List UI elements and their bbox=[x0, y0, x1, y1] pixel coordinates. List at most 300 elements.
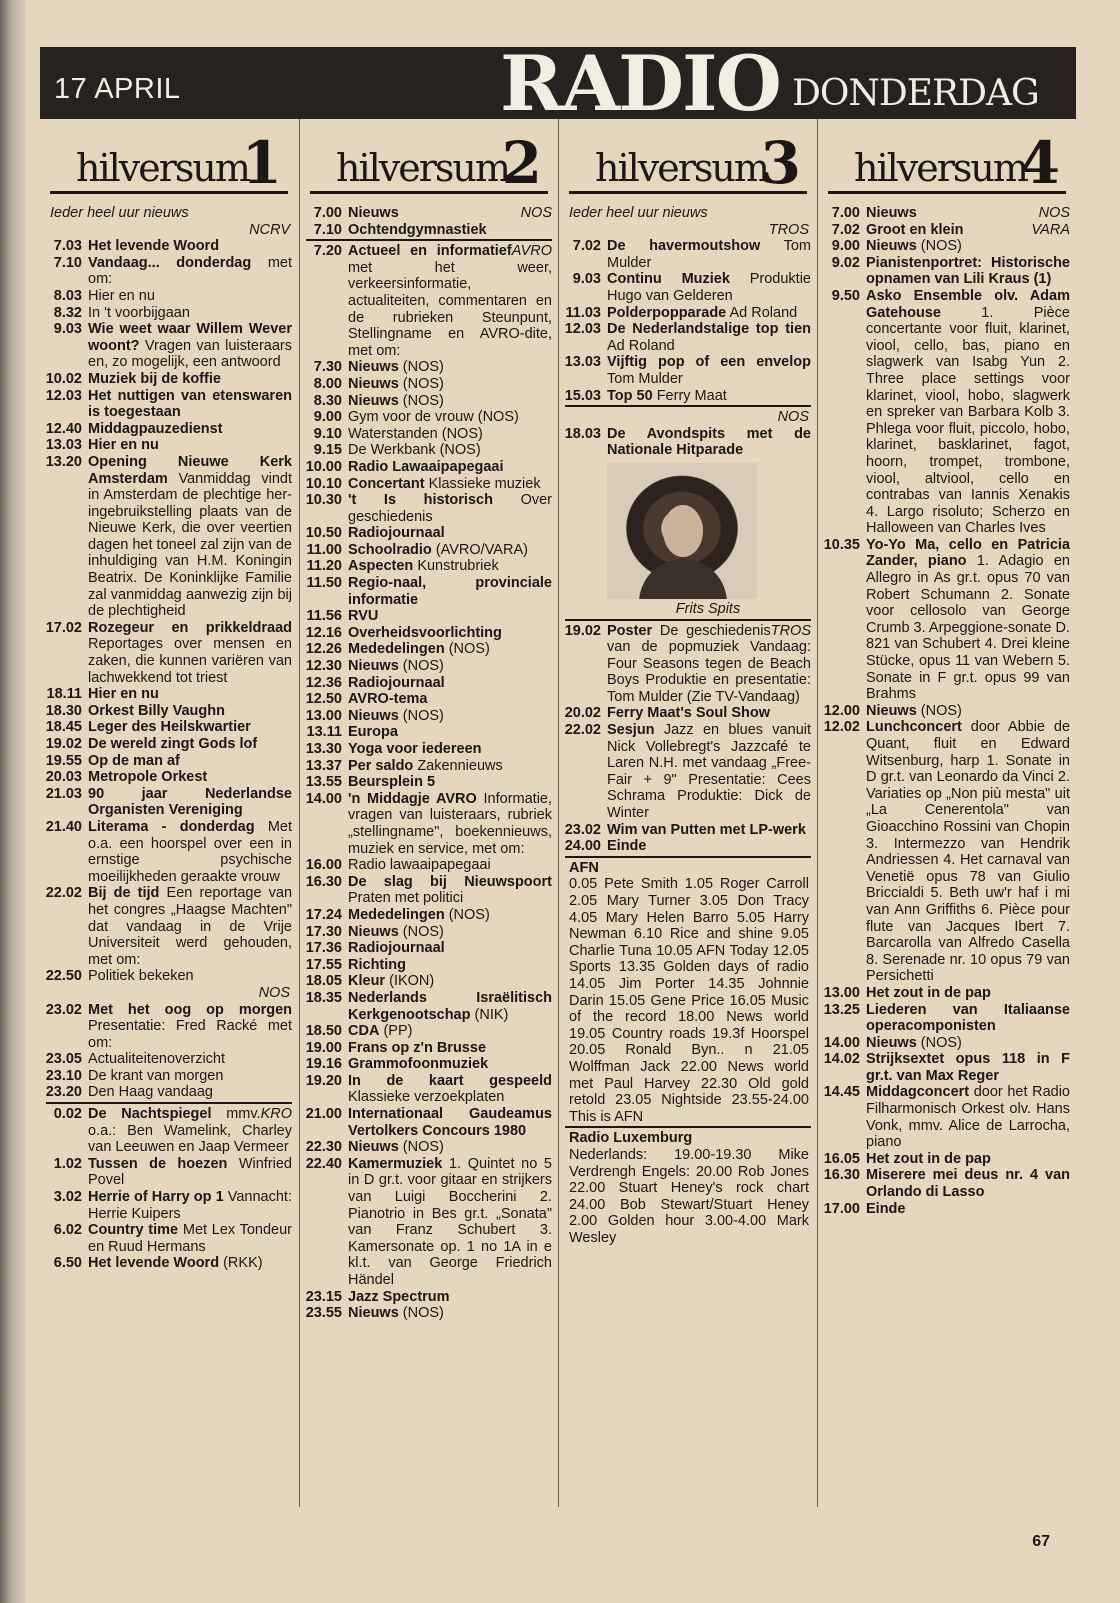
program-description: Gym voor de vrouw (NOS) bbox=[348, 409, 519, 426]
program-row bbox=[300, 990, 558, 1023]
program-title: Kamermuziek bbox=[348, 1155, 443, 1172]
broadcaster-label: NCRV bbox=[249, 221, 290, 238]
program-time: 14.02 bbox=[823, 1051, 860, 1068]
program-description: De geschiedenis van de popmuziek Vandaag: Four Seasons tegen de Beach Boys Produktie en presentatie: Tom Mulder (Zie TV-Vandaag) bbox=[607, 622, 811, 705]
program-details bbox=[866, 205, 1076, 222]
program-row bbox=[559, 388, 817, 405]
program-time: 18.03 bbox=[564, 425, 601, 442]
program-row bbox=[40, 1255, 298, 1272]
program-row bbox=[300, 426, 558, 443]
program-title: Overheidsvoorlichting bbox=[348, 624, 502, 641]
program-details bbox=[348, 641, 558, 658]
luxemburg-heading: Radio Luxemburg bbox=[569, 1130, 693, 1147]
program-details bbox=[348, 1305, 558, 1322]
program-details bbox=[88, 321, 298, 371]
program-row bbox=[40, 753, 298, 770]
program-description: 1. Quintet no 5 in D gr.t. voor gitaar en strijkers van Luigi Boccherini 2. Pianotrio in Bes gr.t. „Sonata" van Franz Schubert 3. Kamersonate op. 1 no 1A in e kl.t. van George Friedrich Händel bbox=[348, 1155, 552, 1288]
program-row bbox=[40, 1189, 298, 1222]
program-time: 13.03 bbox=[564, 354, 601, 371]
program-row bbox=[40, 686, 298, 703]
program-description: (AVRO/VARA) bbox=[435, 541, 528, 558]
program-title: Hier en nu bbox=[88, 686, 159, 703]
program-description: Waterstanden (NOS) bbox=[348, 425, 483, 442]
program-time: 6.50 bbox=[53, 1255, 82, 1272]
program-details bbox=[348, 791, 558, 857]
station-name: hilversum bbox=[854, 146, 1027, 190]
program-description: (NOS) bbox=[448, 906, 490, 923]
program-row bbox=[559, 271, 817, 304]
program-title: Tussen de hoezen bbox=[88, 1155, 228, 1172]
program-time: 10.02 bbox=[45, 370, 82, 387]
program-title: Nieuws bbox=[348, 1139, 399, 1156]
program-time: 18.45 bbox=[45, 719, 82, 736]
program-time: 13.37 bbox=[305, 757, 342, 774]
program-title: Nederlands Israëlitisch Kerkgenootschap bbox=[348, 989, 552, 1023]
program-description: Ad Roland bbox=[607, 337, 675, 354]
page-number: 67 bbox=[1032, 1533, 1050, 1550]
program-details bbox=[88, 1222, 298, 1255]
broadcaster-tag: NOS bbox=[520, 205, 552, 221]
program-details bbox=[88, 1156, 298, 1189]
program-row bbox=[40, 1002, 298, 1052]
program-description: Radio lawaaipapegaai bbox=[348, 857, 491, 874]
program-details bbox=[607, 388, 817, 405]
program-title: De Avondspits met de Nationale Hitparade bbox=[607, 425, 811, 459]
program-title: Mededelingen bbox=[348, 641, 445, 658]
header-date: 17 APRIL bbox=[54, 73, 181, 105]
program-title: De slag bij Nieuwspoort bbox=[348, 873, 552, 890]
program-details bbox=[607, 321, 817, 354]
program-time: 8.32 bbox=[53, 304, 82, 321]
program-row bbox=[300, 442, 558, 459]
program-time: 20.02 bbox=[564, 705, 601, 722]
program-title: Nieuws bbox=[348, 1305, 399, 1322]
program-details bbox=[348, 708, 558, 725]
program-row bbox=[40, 703, 298, 720]
program-row bbox=[559, 623, 817, 706]
broadcaster-tag: AVRO bbox=[511, 243, 552, 260]
program-list bbox=[40, 205, 298, 1272]
program-time: 7.00 bbox=[313, 205, 342, 221]
program-title: Country time bbox=[88, 1222, 179, 1239]
program-title: Nieuws bbox=[348, 707, 399, 724]
program-row bbox=[300, 1073, 558, 1106]
program-details bbox=[348, 442, 558, 459]
program-title: Vijftig pop of een envelop bbox=[607, 354, 811, 371]
program-time: 23.02 bbox=[564, 821, 601, 838]
binding-shadow bbox=[0, 0, 26, 1603]
program-title: Op de man af bbox=[88, 752, 180, 769]
station-name: hilversum bbox=[76, 146, 249, 190]
program-time: 14.00 bbox=[305, 790, 342, 807]
program-row bbox=[300, 741, 558, 758]
program-details bbox=[88, 437, 298, 454]
program-description: Tom Mulder bbox=[607, 238, 811, 271]
program-row bbox=[40, 1156, 298, 1189]
program-details bbox=[88, 1068, 298, 1085]
program-time: 18.35 bbox=[305, 989, 342, 1006]
program-description: De Werkbank (NOS) bbox=[348, 442, 481, 459]
program-row bbox=[40, 1222, 298, 1255]
program-row bbox=[40, 437, 298, 454]
program-title: Mededelingen bbox=[348, 906, 445, 923]
program-time: 11.50 bbox=[306, 575, 342, 592]
program-row bbox=[40, 1068, 298, 1085]
program-time: 9.00 bbox=[831, 238, 860, 255]
program-time: 0.02 bbox=[53, 1106, 82, 1123]
program-details bbox=[88, 1084, 298, 1101]
program-details bbox=[348, 741, 558, 758]
program-description: Actualiteitenoverzicht bbox=[88, 1051, 226, 1068]
column-hilversum-2 bbox=[299, 119, 558, 1507]
program-time: 7.02 bbox=[572, 238, 601, 255]
program-title: Herrie of Harry op 1 bbox=[88, 1189, 224, 1206]
program-list bbox=[559, 205, 817, 1246]
program-time: 12.36 bbox=[305, 674, 342, 691]
program-time: 13.55 bbox=[305, 774, 342, 791]
program-description: (NOS) bbox=[402, 707, 444, 724]
program-row bbox=[300, 658, 558, 675]
program-details bbox=[348, 940, 558, 957]
program-row bbox=[40, 786, 298, 819]
program-details bbox=[607, 305, 817, 322]
program-row bbox=[818, 1002, 1076, 1035]
program-details bbox=[348, 758, 558, 775]
program-details bbox=[348, 476, 558, 493]
program-row bbox=[559, 722, 817, 822]
program-details bbox=[866, 1167, 1076, 1200]
program-time: 19.55 bbox=[45, 752, 82, 769]
program-description: In 't voorbijgaan bbox=[88, 304, 190, 321]
header-day: DONDERDAG bbox=[792, 73, 1039, 114]
program-time: 7.02 bbox=[831, 221, 860, 238]
program-row bbox=[818, 703, 1076, 720]
program-details bbox=[348, 409, 558, 426]
program-title: Liederen van Italiaanse operacomponisten bbox=[866, 1001, 1070, 1035]
program-title: Regio-naal, provinciale informatie bbox=[348, 575, 552, 608]
program-title: Jazz Spectrum bbox=[348, 1288, 450, 1305]
program-title: Het zout in de pap bbox=[866, 1150, 991, 1167]
program-row bbox=[300, 940, 558, 957]
program-description: mmv. o.a.: Ben Wamelink, Charley van Leeuwen en Jaap Vermeer bbox=[88, 1106, 292, 1156]
program-details bbox=[348, 393, 558, 410]
program-description: (NOS) bbox=[402, 923, 444, 940]
program-details bbox=[607, 354, 817, 387]
program-description: (NOS) bbox=[402, 375, 444, 392]
program-details bbox=[348, 924, 558, 941]
program-time: 12.40 bbox=[45, 420, 82, 437]
program-details bbox=[348, 459, 558, 476]
program-title: Wie weet waar Willem Wever woont? bbox=[88, 321, 292, 354]
program-row bbox=[818, 985, 1076, 1002]
station-name: hilversum bbox=[595, 146, 768, 190]
program-row bbox=[300, 874, 558, 907]
program-title: Yoga voor iedereen bbox=[348, 741, 482, 757]
broadcaster-label: NOS bbox=[777, 409, 809, 426]
program-title: Literama - donderdag bbox=[88, 818, 255, 835]
program-description: Een reportage van het congres „Haagse Machten" dat vandaag in de Vrije Universiteit werd gehouden, met om: bbox=[88, 885, 293, 968]
program-title: Poster bbox=[607, 622, 653, 639]
station-heading bbox=[50, 129, 288, 197]
program-time: 10.35 bbox=[823, 536, 860, 553]
program-row bbox=[818, 255, 1076, 288]
program-title: Beursplein 5 bbox=[348, 774, 436, 791]
program-details bbox=[866, 1035, 1076, 1052]
program-details bbox=[88, 703, 298, 720]
program-row bbox=[300, 774, 558, 791]
program-row bbox=[818, 288, 1076, 537]
section-divider bbox=[565, 1126, 811, 1128]
program-details bbox=[866, 719, 1076, 985]
program-title: Yo-Yo Ma, cello en Patricia Zander, piano bbox=[866, 536, 1070, 570]
program-details bbox=[348, 1073, 558, 1106]
program-row bbox=[300, 1139, 558, 1156]
program-time: 11.00 bbox=[306, 541, 342, 558]
program-details bbox=[607, 238, 817, 271]
program-details bbox=[866, 1151, 1076, 1168]
program-description: Zakennieuws bbox=[417, 757, 503, 774]
program-details bbox=[348, 1106, 558, 1139]
program-details bbox=[866, 703, 1076, 720]
program-description: met het weer, verkeersinformatie, actualiteiten, commentaren en de rubrieken Steunpunt, Stellingname en AVRO-dite, met om: bbox=[348, 259, 552, 359]
program-time: 11.56 bbox=[306, 608, 342, 625]
program-description: Tom Mulder bbox=[607, 370, 683, 387]
program-description: (IKON) bbox=[389, 973, 435, 990]
photo-face bbox=[663, 505, 703, 557]
program-time: 17.00 bbox=[823, 1200, 860, 1217]
program-time: 21.40 bbox=[45, 818, 82, 835]
program-title: 'n Middagje AVRO bbox=[348, 790, 477, 807]
program-description: Politiek bekeken bbox=[88, 968, 194, 985]
program-time: 23.05 bbox=[45, 1051, 82, 1068]
header-title: RADIO bbox=[500, 39, 780, 128]
program-description: Vragen van luisteraars en, zo mogelijk, een antwoord bbox=[88, 337, 292, 371]
program-details bbox=[348, 542, 558, 559]
program-details bbox=[866, 1084, 1076, 1150]
program-title: Pianistenportret: Historische opnamen van Lili Kraus (1) bbox=[866, 254, 1070, 288]
program-description: 1. Pièce concertante voor fluit, klarinet, viool, cello, bas, piano en slagwerk van Isabg Yun 2. Three place settings voor klarinet, viool, hobo, slagwerk en spreker van Barbara Kolb 3. Phlega voor fluit, piccolo, hobo, klarinet, basklarinet, fagot, hoorn, trompet, trombone, viool, altviool, cello en contrabas van Iannis Xenakis 4. Largo risoluto; Scherzo en Halloween van Charles Ives bbox=[866, 304, 1070, 537]
program-details bbox=[866, 222, 1076, 239]
program-details bbox=[88, 885, 298, 968]
program-time: 7.20 bbox=[313, 243, 342, 260]
program-details bbox=[88, 1106, 298, 1156]
program-row bbox=[300, 205, 558, 222]
program-time: 13.20 bbox=[45, 453, 82, 470]
program-row bbox=[559, 822, 817, 839]
program-title: Bij de tijd bbox=[88, 885, 160, 902]
program-time: 23.10 bbox=[45, 1067, 82, 1084]
program-title: In de kaart gespeeld bbox=[348, 1072, 552, 1089]
program-row bbox=[818, 1151, 1076, 1168]
program-row bbox=[559, 305, 817, 322]
program-row bbox=[40, 238, 298, 255]
program-row bbox=[40, 620, 298, 686]
program-details bbox=[607, 822, 817, 839]
program-title: Europa bbox=[348, 724, 398, 741]
program-details bbox=[88, 769, 298, 786]
program-title: Nieuws bbox=[348, 359, 399, 376]
program-time: 22.50 bbox=[45, 968, 82, 985]
program-time: 17.36 bbox=[305, 940, 342, 957]
program-title: Radiojournaal bbox=[348, 525, 445, 542]
program-row bbox=[40, 819, 298, 885]
program-title: Polderpopparade bbox=[607, 304, 727, 321]
program-time: 16.05 bbox=[823, 1150, 860, 1167]
program-title: Orkest Billy Vaughn bbox=[88, 702, 225, 719]
program-title: Nieuws bbox=[348, 375, 399, 392]
program-details bbox=[348, 1056, 558, 1073]
program-title: 90 jaar Nederlandse Organisten Vereniging bbox=[88, 785, 292, 819]
program-row bbox=[300, 1040, 558, 1057]
program-details bbox=[88, 819, 298, 885]
broadcaster-label: TROS bbox=[768, 221, 809, 238]
program-title: Met het oog op morgen bbox=[88, 1001, 292, 1018]
program-details bbox=[88, 968, 298, 985]
program-description: (NOS) bbox=[448, 641, 490, 658]
program-title: Sesjun bbox=[607, 722, 655, 739]
program-row bbox=[40, 371, 298, 388]
program-row bbox=[818, 1167, 1076, 1200]
column-hilversum-1 bbox=[40, 119, 298, 1507]
program-details bbox=[348, 857, 558, 874]
program-title: Einde bbox=[607, 838, 647, 855]
photo-body bbox=[639, 559, 727, 599]
broadcaster-tag: VARA bbox=[1031, 221, 1070, 238]
program-row bbox=[559, 321, 817, 354]
program-row bbox=[300, 691, 558, 708]
program-row bbox=[300, 409, 558, 426]
program-details bbox=[866, 238, 1076, 255]
program-row bbox=[300, 641, 558, 658]
program-title: Wim van Putten met LP-werk bbox=[607, 821, 806, 838]
program-title: Nieuws bbox=[866, 1034, 917, 1051]
program-details bbox=[88, 238, 298, 255]
program-row bbox=[300, 758, 558, 775]
presenter-photo bbox=[607, 463, 757, 599]
program-title: Schoolradio bbox=[348, 541, 432, 558]
program-description: (NOS) bbox=[920, 1034, 962, 1051]
program-description: (RKK) bbox=[223, 1255, 263, 1272]
program-description: De krant van morgen bbox=[88, 1067, 224, 1084]
program-description: (NOS) bbox=[920, 238, 962, 255]
program-time: 23.02 bbox=[45, 1001, 82, 1018]
program-details bbox=[88, 736, 298, 753]
program-description: Vanmiddag vindt in Amsterdam de plechtige her-ingebruikstelling plaats van de Nieuwe Kerk, die over veertien dagen het toneel zal zijn van de inhuldiging van H.M. Koningin Beatrix. De Koninklijke Familie zal vanmiddag aanwezig zijn bij de plechtigheid bbox=[88, 470, 292, 620]
program-time: 6.02 bbox=[53, 1222, 82, 1239]
station-number: 4 bbox=[1019, 129, 1060, 197]
program-description: Presentatie: Fred Racké met om: bbox=[88, 1018, 292, 1051]
program-title: De Nederlandstalige top tien bbox=[607, 321, 811, 338]
program-details bbox=[348, 222, 558, 239]
program-details bbox=[348, 1040, 558, 1057]
program-description: door Abbie de Quant, fluit en Edward Witsenburg, harp 1. Sonate in D gr.t. van Leonardo da Vinci 2. Variaties op „Non più mesta" uit „La Cenerentola" van Gioacchino Rossini van Chopin 3. Intermezzo van Hendrik Andriessen 4. Het carnaval van Venetië opus 78 van Giulio Briccialdi 5. Beth uw'r haf i mi van Ann Griffiths 6. Pièce pour flute van Jacques Ibert 7. Barcarolla van Alfredo Casella 8. Serenade nr. 10 opus 79 van Persichetti bbox=[866, 719, 1071, 985]
program-time: 8.03 bbox=[53, 287, 82, 304]
program-details bbox=[348, 874, 558, 907]
program-description: (NIK) bbox=[474, 1006, 509, 1023]
program-details bbox=[348, 575, 558, 608]
column-hilversum-3 bbox=[558, 119, 817, 1507]
program-row bbox=[300, 222, 558, 239]
program-row bbox=[40, 305, 298, 322]
program-time: 22.02 bbox=[45, 885, 82, 902]
program-row bbox=[300, 608, 558, 625]
program-title: AVRO-tema bbox=[348, 691, 428, 708]
program-row bbox=[40, 885, 298, 968]
program-row bbox=[818, 537, 1076, 703]
program-details bbox=[348, 774, 558, 791]
program-row bbox=[40, 719, 298, 736]
program-time: 12.30 bbox=[305, 658, 342, 675]
program-row bbox=[40, 321, 298, 371]
program-row bbox=[300, 459, 558, 476]
program-row bbox=[40, 968, 298, 985]
station-name: hilversum bbox=[336, 146, 509, 190]
program-details bbox=[607, 722, 817, 822]
program-row bbox=[40, 421, 298, 438]
program-row bbox=[300, 1023, 558, 1040]
program-description: Klassieke verzoekplaten bbox=[348, 1089, 505, 1106]
program-row bbox=[40, 255, 298, 288]
program-time: 12.00 bbox=[823, 702, 860, 719]
program-time: 13.00 bbox=[823, 984, 860, 1001]
program-row bbox=[300, 525, 558, 542]
program-description: (NOS) bbox=[402, 392, 444, 409]
program-row bbox=[40, 454, 298, 620]
program-time: 22.40 bbox=[305, 1155, 342, 1172]
program-description: Over geschiedenis bbox=[348, 492, 552, 525]
program-time: 15.03 bbox=[564, 387, 601, 404]
program-title: Het zout in de pap bbox=[866, 984, 991, 1001]
program-title: Continu Muziek bbox=[607, 271, 730, 288]
program-title: RVU bbox=[348, 608, 379, 625]
program-title: Top 50 bbox=[607, 387, 653, 404]
program-row bbox=[300, 957, 558, 974]
program-row bbox=[40, 769, 298, 786]
program-details bbox=[866, 1051, 1076, 1084]
program-row bbox=[300, 1106, 558, 1139]
program-row bbox=[300, 724, 558, 741]
program-details bbox=[88, 305, 298, 322]
program-time: 7.03 bbox=[53, 238, 82, 255]
station-heading bbox=[828, 129, 1066, 197]
program-row bbox=[559, 238, 817, 271]
program-row bbox=[818, 238, 1076, 255]
program-details bbox=[348, 1289, 558, 1306]
program-title: Nieuws bbox=[348, 923, 399, 940]
program-title: Metropole Orkest bbox=[88, 769, 208, 786]
program-description: Kunstrubriek bbox=[417, 558, 499, 575]
program-details bbox=[348, 1023, 558, 1040]
program-title: De wereld zingt Gods lof bbox=[88, 736, 258, 752]
program-time: 17.30 bbox=[305, 923, 342, 940]
program-description: Ad Roland bbox=[729, 304, 798, 321]
program-row bbox=[300, 924, 558, 941]
program-row bbox=[559, 705, 817, 722]
program-details bbox=[348, 990, 558, 1023]
program-time: 13.03 bbox=[45, 437, 82, 454]
program-title: Opening Nieuwe Kerk Amsterdam bbox=[88, 453, 292, 487]
program-title: Nieuws bbox=[866, 702, 917, 719]
program-title: Per saldo bbox=[348, 757, 414, 774]
program-row bbox=[300, 907, 558, 924]
program-time: 23.20 bbox=[45, 1084, 82, 1101]
program-title: Vandaag... donderdag bbox=[88, 254, 252, 271]
program-details bbox=[866, 1201, 1076, 1218]
program-details bbox=[866, 985, 1076, 1002]
program-details bbox=[348, 376, 558, 393]
program-time: 17.55 bbox=[305, 956, 342, 973]
program-details bbox=[348, 426, 558, 443]
